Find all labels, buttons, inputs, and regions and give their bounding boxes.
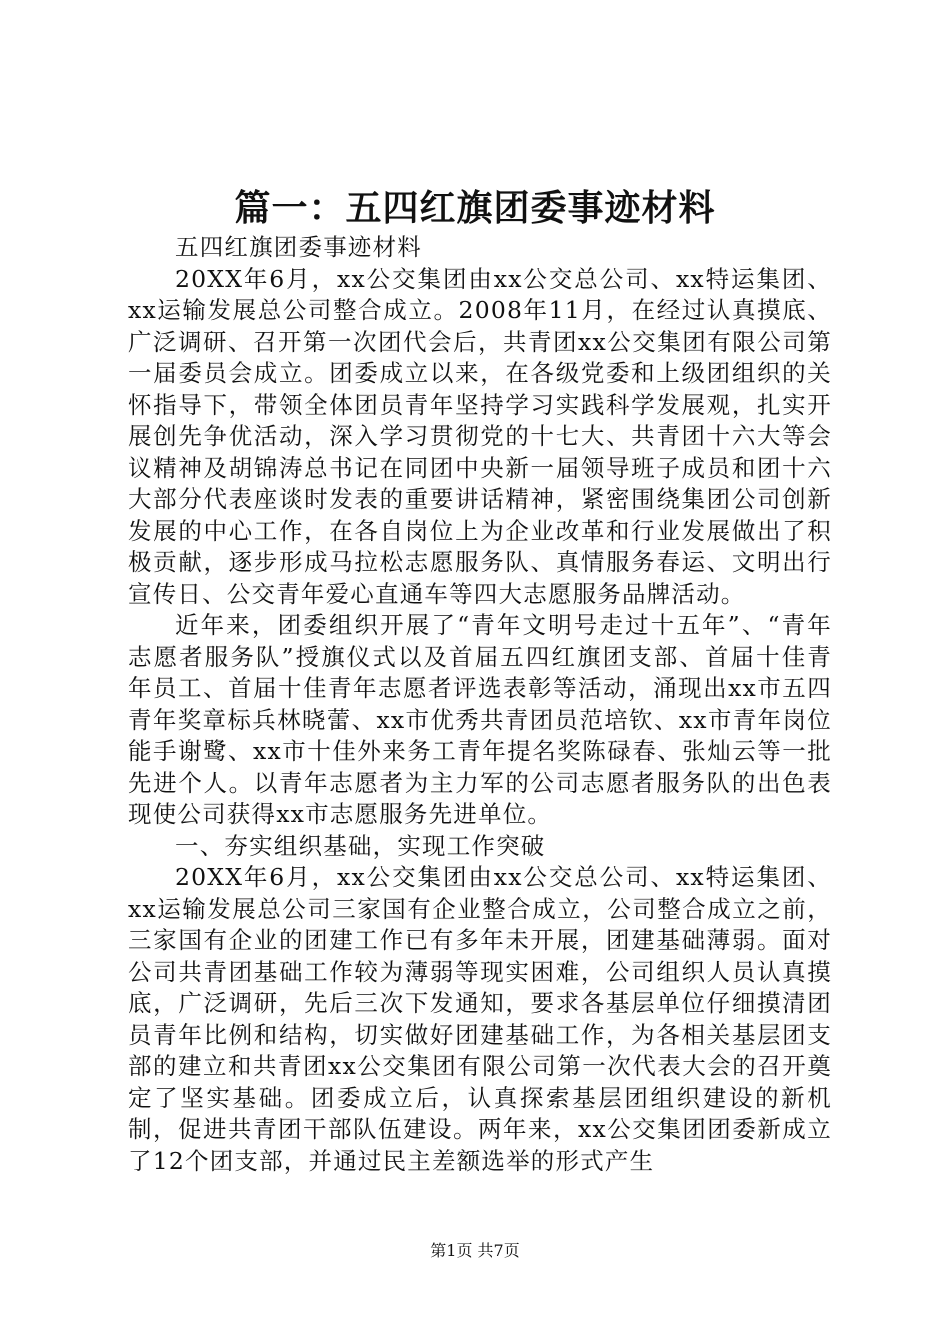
section-heading-1: 一、夯实组织基础，实现工作突破 — [175, 831, 546, 860]
paragraph-subtitle: 五四红旗团委事迹材料 — [175, 233, 422, 261]
paragraph-intro: 20XX年6月，xx公交集团由xx公交总公司、xx特运集团、xx运输发展总公司整合成立。2008年11月，在经过认真摸底、广泛调研、召开第一次团代会后，共青团xx公交集团有限公司第一届委员会成立。团委成立以来，在各级党委和上级团组织的关怀指导下，带领全体团员青年坚持学习实践科学发展观，扎实开展创先争优活动，深入学习贯彻党的十七大、共青团十六大等会议精神及胡锦涛总书记在同团中央新一届领导班子成员和团十六大部分代表座谈时发表的重要讲话精神，紧密围绕集团公司创新发展的中心工作，在各自岗位上为企业改革和行业发展做出了积极贡献，逐步形成马拉松志愿服务队、真情服务春运、文明出行宣传日、公交青年爱心直通车等四大志愿服务品牌活动。 — [128, 264, 832, 608]
page-footer: 第1页 共7页 — [430, 1241, 520, 1260]
paragraph-achievements: 近年来，团委组织开展了“青年文明号走过十五年”、“青年志愿者服务队”授旗仪式以及首届五四红旗团支部、首届十佳青年员工、首届十佳青年志愿者评选表彰等活动，涌现出xx市五四青年奖章标兵林晓蕾、xx市优秀共青团员范培钦、xx市青年岗位能手谢鹭、xx市十佳外来务工青年提名奖陈碌春、张灿云等一批先进个人。以青年志愿者为主力军的公司志愿者服务队的出色表现使公司获得xx市志愿服务先进单位。 — [128, 611, 832, 828]
document-title: 篇一：五四红旗团委事迹材料 — [234, 187, 716, 229]
document-body — [128, 232, 832, 1177]
paragraph-organization: 20XX年6月，xx公交集团由xx公交总公司、xx特运集团、xx运输发展总公司三家国有企业整合成立，公司整合成立之前，三家国有企业的团建工作已有多年未开展，团建基础薄弱。面对公司共青团基础工作较为薄弱等现实困难，公司组织人员认真摸底，广泛调研，先后三次下发通知，要求各基层单位仔细摸清团员青年比例和结构，切实做好团建基础工作，为各相关基层团支部的建立和共青团xx公交集团有限公司第一次代表大会的召开奠定了坚实基础。团委成立后，认真探索基层团组织建设的新机制，促进共青团干部队伍建设。两年来，xx公交集团团委新成立了12个团支部，并通过民主差额选举的形式产生 — [128, 863, 832, 1175]
